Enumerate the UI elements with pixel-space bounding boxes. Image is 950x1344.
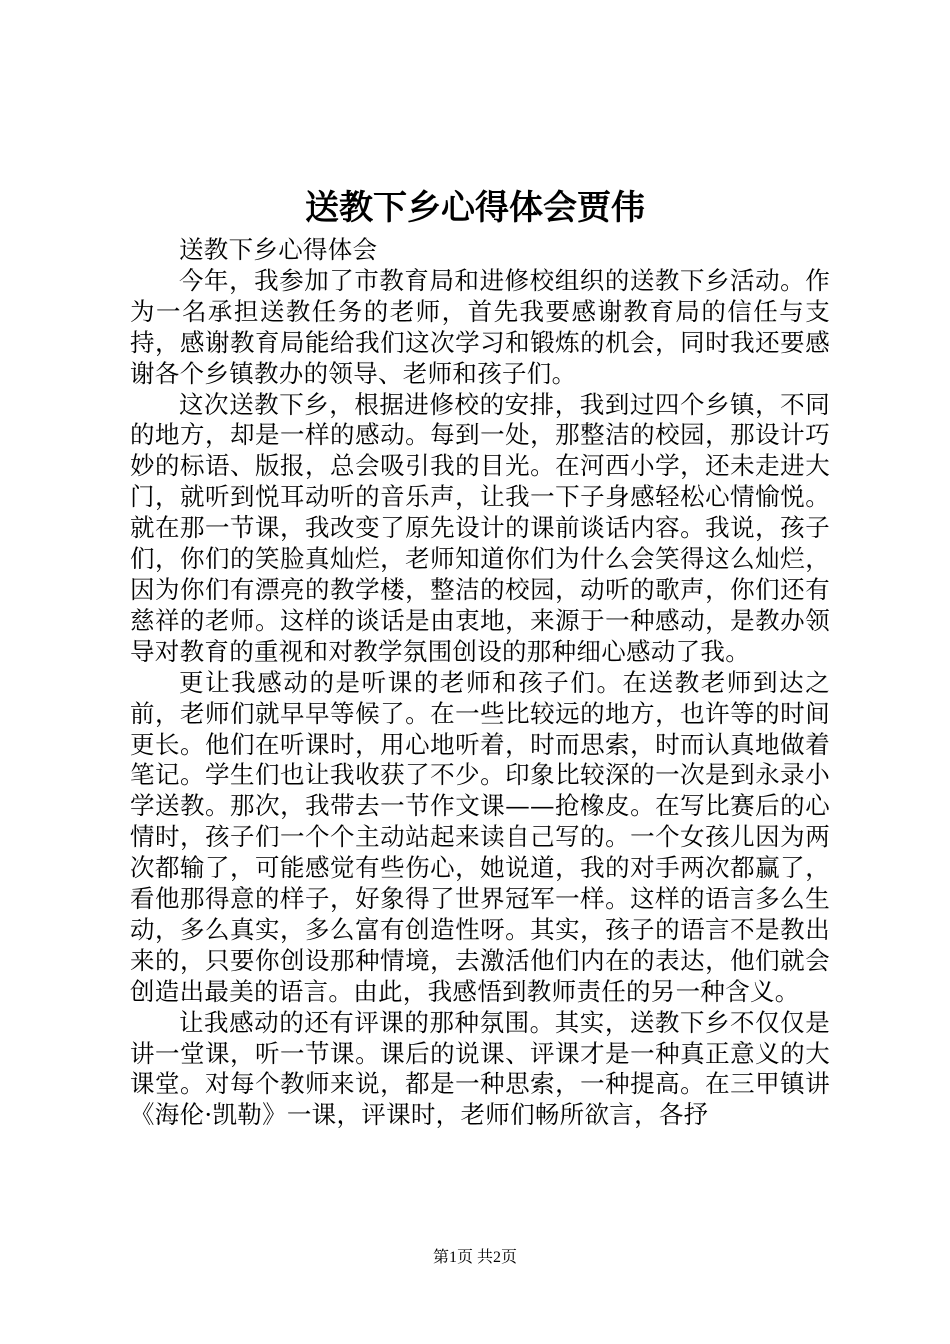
- document-body: [130, 235, 830, 1131]
- document-title: 送教下乡心得体会贾伟: [305, 188, 645, 228]
- body-paragraph: 今年，我参加了市教育局和进修校组织的送教下乡活动。作为一名承担送教任务的老师，首先我要感谢教育局的信任与支持，感谢教育局能给我们这次学习和锻炼的机会，同时我还要感谢各个乡镇教办的领导、老师和孩子们。: [130, 265, 830, 388]
- subtitle-paragraph: 送教下乡心得体会: [179, 235, 378, 264]
- body-paragraph: 更让我感动的是听课的老师和孩子们。在送教老师到达之前，老师们就早早等候了。在一些比较远的地方，也许等的时间更长。他们在听课时，用心地听着，时而思索，时而认真地做着笔记。学生们也让我收获了不少。印象比较深的一次是到永录小学送教。那次，我带去一节作文课——抢橡皮。在写比赛后的心情时，孩子们一个个主动站起来读自己写的。一个女孩儿因为两次都输了，可能感觉有些伤心，她说道，我的对手两次都赢了，看他那得意的样子，好象得了世界冠军一样。这样的语言多么生动，多么真实，多么富有创造性呀。其实，孩子的语言不是教出来的，只要你创设那种情境，去激活他们内在的表达，他们就会创造出最美的语言。由此，我感悟到教师责任的另一种含义。: [130, 667, 830, 1006]
- page-footer: 第1页 共2页: [432, 1249, 517, 1266]
- body-paragraph: 这次送教下乡，根据进修校的安排，我到过四个乡镇，不同的地方，却是一样的感动。每到一处，那整洁的校园，那设计巧妙的标语、版报，总会吸引我的目光。在河西小学，还未走进大门，就听到悦耳动听的音乐声，让我一下子身感轻松心情愉悦。就在那一节课，我改变了原先设计的课前谈话内容。我说，孩子们，你们的笑脸真灿烂，老师知道你们为什么会笑得这么灿烂，因为你们有漂亮的教学楼，整洁的校园，动听的歌声，你们还有慈祥的老师。这样的谈话是由衷地，来源于一种感动，是教办领导对教育的重视和对教学氛围创设的那种细心感动了我。: [130, 389, 830, 666]
- body-paragraph: 让我感动的还有评课的那种氛围。其实，送教下乡不仅仅是讲一堂课，听一节课。课后的说课、评课才是一种真正意义的大课堂。对每个教师来说，都是一种思索，一种提高。在三甲镇讲《海伦·凯勒》一课，评课时，老师们畅所欲言，各抒: [130, 1007, 830, 1130]
